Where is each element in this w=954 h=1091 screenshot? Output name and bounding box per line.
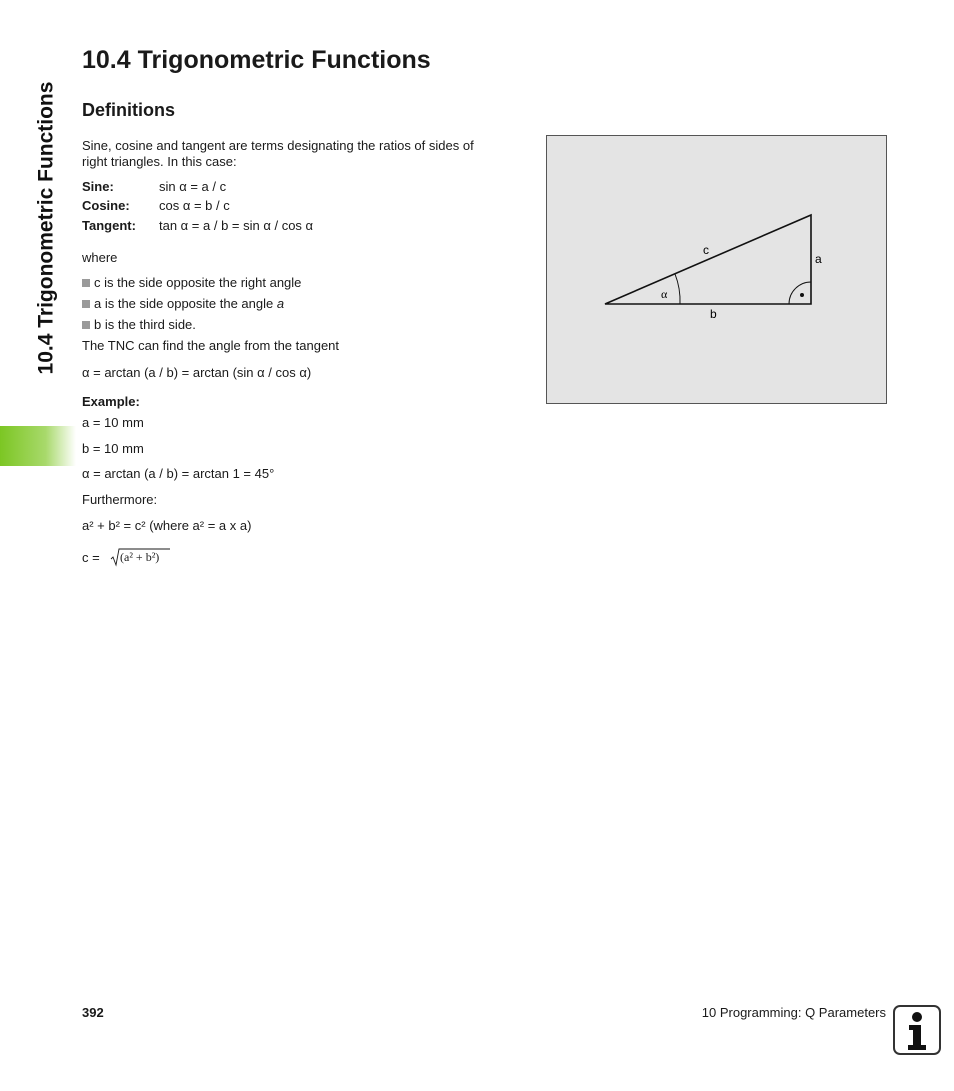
pythagoras-formula: a² + b² = c² (where a² = a x a) (82, 518, 252, 533)
tnc-text: The TNC can find the angle from the tangent (82, 338, 340, 353)
bullet-square-icon (82, 279, 90, 287)
label-a: a (815, 252, 822, 266)
example-line-alpha: α = arctan (a / b) = arctan 1 = 45° (82, 466, 275, 481)
sidebar-vertical-title (30, 52, 62, 404)
bullet-text: a is the side opposite the angle (94, 296, 277, 311)
page-number: 392 (82, 1005, 104, 1020)
intro-line-1: Sine, cosine and tangent are terms designating the ratios of sides of (82, 138, 474, 153)
bullet-square-icon (82, 300, 90, 308)
label-alpha: α (661, 287, 668, 301)
example-line-b: b = 10 mm (82, 441, 144, 456)
chapter-label: 10 Programming: Q Parameters (701, 1005, 886, 1020)
bullet-square-icon (82, 321, 90, 329)
example-line-a: a = 10 mm (82, 415, 144, 430)
section-title: Definitions (82, 100, 175, 120)
list-item (82, 296, 284, 312)
bullet-text: b is the third side. (94, 317, 196, 332)
triangle-diagram (547, 136, 886, 403)
arctan-formula: α = arctan (a / b) = arctan (sin α / cos α) (82, 365, 312, 380)
intro-line-2: right triangles. In this case: (82, 154, 237, 169)
list-item (82, 317, 196, 333)
triangle-shape (605, 215, 811, 304)
definition-term-cosine: Cosine: (82, 198, 130, 213)
definition-formula-tangent: tan α = a / b = sin α / cos α (159, 218, 314, 233)
furthermore-label: Furthermore: (82, 492, 158, 507)
bullet-text: c is the side opposite the right angle (94, 275, 302, 290)
where-label: where (82, 250, 118, 265)
right-triangle-figure (546, 135, 887, 404)
right-angle-dot (800, 293, 804, 297)
chapter-tab-marker (0, 426, 76, 466)
definition-formula-sine: sin α = a / c (159, 179, 227, 194)
label-b: b (710, 307, 717, 321)
sidebar-title-text: 10.4 Trigonometric Functions (34, 81, 58, 375)
info-icon (893, 1005, 941, 1055)
angle-alpha-arc (675, 274, 680, 304)
list-item (82, 275, 301, 291)
definition-term-tangent: Tangent: (82, 218, 136, 233)
square-root-expression (110, 547, 172, 567)
bullet-italic-symbol: a (276, 296, 285, 311)
square-root-radicand: (a² + b²) (120, 550, 160, 564)
c-formula-prefix: c = (82, 550, 100, 565)
definition-term-sine: Sine: (82, 179, 114, 194)
example-label: Example: (82, 394, 140, 409)
definition-formula-cosine: cos α = b / c (159, 198, 230, 213)
page-title: 10.4 Trigonometric Functions (82, 46, 431, 74)
right-angle-arc (789, 282, 811, 304)
label-c: c (703, 243, 709, 257)
